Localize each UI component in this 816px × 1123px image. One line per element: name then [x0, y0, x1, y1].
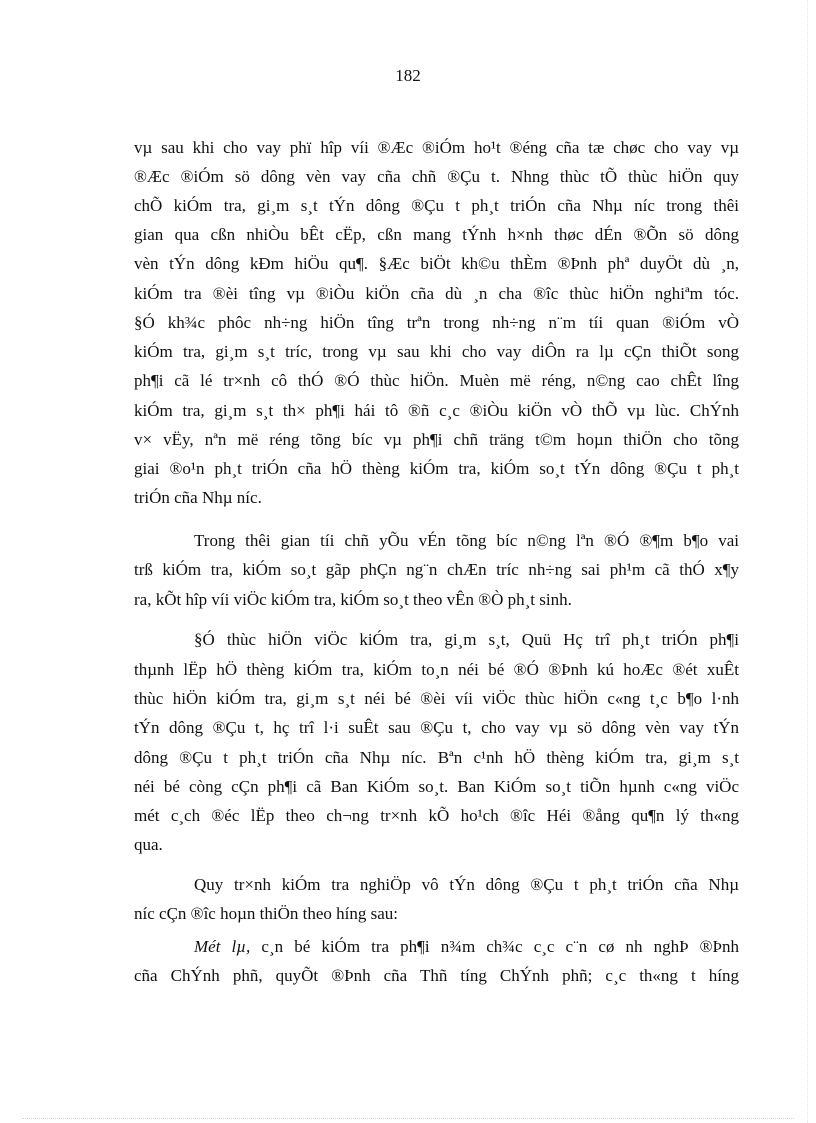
paragraph-2-line-1: Trong thêi gian tíi chñ yÕu vÉn tõng bíc n©ng lªn ®Ó ®¶m b¶o vai [194, 531, 739, 550]
paragraph-2-line-2: trß kiÓm tra, kiÓm so¸t gãp phÇn ng¨n chÆn tríc nh÷ng sai ph¹m cã thÓ x¶y [134, 560, 739, 579]
enumeration-label: Mét lµ, [194, 937, 251, 956]
paragraph-1-line-3: chÕ kiÓm tra, gi¸m s¸t tÝn dông ®Çu t ph¸t triÓn cña Nhµ níc trong thêi [134, 196, 739, 215]
page-number: 182 [395, 66, 421, 85]
page-edge-guide [807, 0, 808, 1123]
paragraph-1-line-5: vèn tÝn dông kÐm hiÖu qu¶. §Æc biÖt kh©u thÈm ®Þnh phª duyÖt dù ¸n, [134, 254, 739, 273]
paragraph-3-line-3: thùc hiÖn kiÓm tra, gi¸m s¸t néi bé ®èi víi viÖc thùc hiÖn c«ng t¸c b¶o l·nh [134, 689, 739, 708]
paragraph-3-line-4: tÝn dông ®Çu t, hç trî l·i suÊt sau ®Çu t, cho vay vµ sö dông vèn vay tÝn [134, 718, 739, 737]
paragraph-1-line-10: kiÓm tra, gi¸m s¸t th× ph¶i hái tô ®ñ c¸c ®iÒu kiÖn vÒ thÕ vµ lùc. ChÝnh [134, 401, 739, 420]
page-bottom-guide [22, 1118, 794, 1119]
paragraph-1-line-7: §Ó kh¾c phôc nh÷ng hiÖn tîng trªn trong nh÷ng n¨m tíi quan ®iÓm vÒ [134, 313, 739, 332]
paragraph-1-line-12: giai ®o¹n ph¸t triÓn cña hÖ thèng kiÓm tra, kiÓm so¸t tÝn dông ®Çu t ph¸t [134, 459, 739, 478]
paragraph-3-line-7: mét c¸ch ®éc lËp theo ch¬ng tr×nh kÕ ho¹ch ®îc Héi ®ång qu¶n lý th«ng [134, 806, 739, 825]
paragraph-3-line-6: néi bé còng cÇn ph¶i cã Ban KiÓm so¸t. Ban KiÓm so¸t tiÕn hµnh c«ng viÖc [134, 777, 739, 796]
paragraph-5-line-1 [194, 937, 739, 957]
paragraph-4-line-1: Quy tr×nh kiÓm tra nghiÖp vô tÝn dông ®Çu t ph¸t triÓn cña Nhµ [194, 875, 739, 894]
paragraph-1-line-6: kiÓm tra ®èi tîng vµ ®iÒu kiÖn cña dù ¸n cha ®îc thùc hiÖn nghiªm tóc. [134, 284, 739, 303]
paragraph-5-line-1-text: c¸n bé kiÓm tra ph¶i n¾m ch¾c c¸c c¨n cø nh nghÞ ®Þnh [250, 937, 739, 956]
paragraph-1-line-2: ®Æc ®iÓm sö dông vèn vay cña chñ ®Çu t. Nhng thùc tÕ thùc hiÖn quy [134, 167, 739, 186]
paragraph-1-line-13: triÓn cña Nhµ níc. [134, 488, 262, 507]
paragraph-1-line-8: kiÓm tra, gi¸m s¸t tríc, trong vµ sau khi cho vay diÔn ra lµ cÇn thiÕt song [134, 342, 739, 361]
paragraph-2-line-3: ra, kÕt hîp víi viÖc kiÓm tra, kiÓm so¸t theo vÊn ®Ò ph¸t sinh. [134, 590, 572, 609]
paragraph-4-line-2: níc cÇn ®îc hoµn thiÖn theo híng sau: [134, 904, 398, 923]
paragraph-3-line-5: dông ®Çu t ph¸t triÓn cña Nhµ níc. Bªn c¹nh hÖ thèng kiÓm tra, gi¸m s¸t [134, 748, 739, 767]
paragraph-1-line-4: gian qua cßn nhiÒu bÊt cËp, cßn mang tÝnh h×nh thøc dÉn ®Õn sö dông [134, 225, 739, 244]
paragraph-3-line-1: §Ó thùc hiÖn viÖc kiÓm tra, gi¸m s¸t, Quü Hç trî ph¸t triÓn ph¶i [194, 630, 739, 649]
paragraph-1-line-11: v× vËy, nªn më réng tõng bíc vµ ph¶i chñ träng t©m hoµn thiÖn cho tõng [134, 430, 739, 449]
paragraph-1-line-1: vµ sau khi cho vay phï hîp víi ®Æc ®iÓm ho¹t ®éng cña tæ chøc cho vay vµ [134, 138, 739, 157]
paragraph-5-line-2: cña ChÝnh phñ, quyÕt ®Þnh cña Thñ tíng ChÝnh phñ; c¸c th«ng t híng [134, 966, 739, 985]
paragraph-3-line-2: thµnh lËp hÖ thèng kiÓm tra, kiÓm to¸n néi bé ®Ó ®Þnh kú hoÆc ®ét xuÊt [134, 660, 739, 679]
paragraph-3-line-8: qua. [134, 835, 163, 854]
paragraph-1-line-9: ph¶i cã lé tr×nh cô thÓ ®Ó thùc hiÖn. Muèn më réng, n©ng cao chÊt lîng [134, 371, 739, 390]
